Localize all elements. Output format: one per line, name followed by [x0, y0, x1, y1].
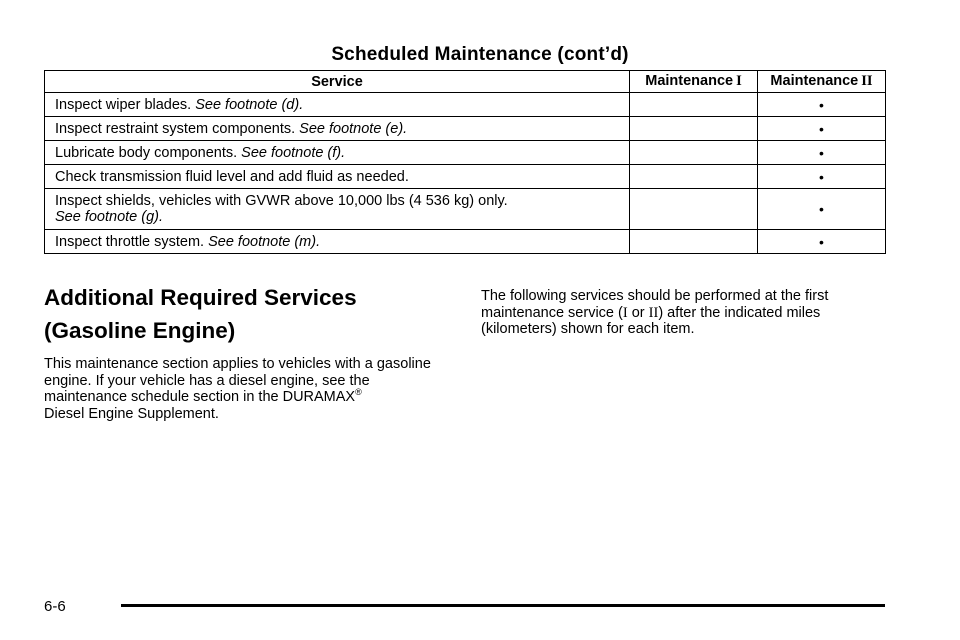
service-text: Check transmission fluid level and add fluid as needed. — [55, 168, 409, 185]
service-cell — [45, 230, 630, 254]
header-maintenance-1-numeral: I — [736, 73, 742, 89]
maintenance-2-bullet: • — [758, 165, 886, 189]
maintenance-2-bullet: • — [758, 93, 886, 117]
intro-text: This maintenance section applies to vehicles with a gasoline engine. If your vehicle has a diesel engine, see the maintenance schedule section in the DURAMAX — [44, 356, 431, 405]
table-row — [45, 189, 886, 230]
numeral-two: II — [648, 304, 659, 321]
service-text: Inspect shields, vehicles with GVWR above 10,000 lbs (4 536 kg) only. — [55, 193, 508, 209]
instructions-or: or — [627, 304, 649, 321]
footnote-ref: See footnote (g). — [55, 209, 164, 225]
footnote-ref: See footnote (e). — [299, 120, 408, 137]
section-heading — [44, 281, 444, 347]
numeral-one: I — [622, 304, 628, 321]
section-intro-paragraph — [44, 356, 454, 422]
table-row — [45, 117, 886, 141]
footer-rule — [121, 604, 885, 607]
service-instructions-paragraph — [481, 288, 891, 338]
header-maintenance-1-label: Maintenance — [645, 73, 734, 89]
header-maintenance-1 — [630, 71, 758, 93]
table-row — [45, 141, 886, 165]
instructions-text-1: The following services should be performed at the first maintenance service ( — [481, 288, 829, 321]
service-cell — [45, 93, 630, 117]
service-text: Inspect throttle system. — [55, 233, 205, 250]
maintenance-1-cell — [630, 141, 758, 165]
maintenance-2-bullet: • — [758, 189, 886, 230]
header-maintenance-2-label: Maintenance — [770, 73, 859, 89]
maintenance-1-cell — [630, 230, 758, 254]
section-heading-line-2: (Gasoline Engine) — [44, 318, 236, 343]
footnote-ref: See footnote (m). — [208, 233, 321, 250]
header-service-label: Service — [311, 73, 363, 90]
section-heading-line-1: Additional Required Services — [44, 285, 357, 310]
footnote-ref: See footnote (f). — [241, 144, 346, 161]
maintenance-1-cell — [630, 117, 758, 141]
page-number: 6-6 — [44, 598, 66, 615]
maintenance-2-bullet: • — [758, 141, 886, 165]
maintenance-1-cell — [630, 165, 758, 189]
table-row — [45, 93, 886, 117]
registered-mark: ® — [355, 387, 362, 398]
maintenance-1-cell — [630, 93, 758, 117]
table-header-row — [45, 71, 886, 93]
footnote-ref: See footnote (d). — [195, 96, 304, 113]
maintenance-1-cell — [630, 189, 758, 230]
table-row — [45, 230, 886, 254]
instructions-text-2: ) after the indicated miles (kilometers) shown for each item. — [481, 304, 821, 337]
table-title: Scheduled Maintenance (cont’d) — [331, 44, 629, 65]
service-cell — [45, 141, 630, 165]
table-row — [45, 165, 886, 189]
intro-text-end: Diesel Engine Supplement. — [44, 405, 219, 422]
service-text: Lubricate body components. — [55, 144, 238, 161]
service-text: Inspect wiper blades. — [55, 96, 192, 113]
maintenance-2-bullet: • — [758, 117, 886, 141]
header-maintenance-2 — [758, 71, 886, 93]
service-text: Inspect restraint system components. — [55, 120, 296, 137]
service-cell — [45, 165, 630, 189]
maintenance-2-bullet: • — [758, 230, 886, 254]
maintenance-table — [44, 70, 886, 254]
header-maintenance-2-numeral: II — [861, 73, 873, 89]
service-cell — [45, 189, 630, 230]
header-service — [45, 71, 630, 93]
service-cell — [45, 117, 630, 141]
